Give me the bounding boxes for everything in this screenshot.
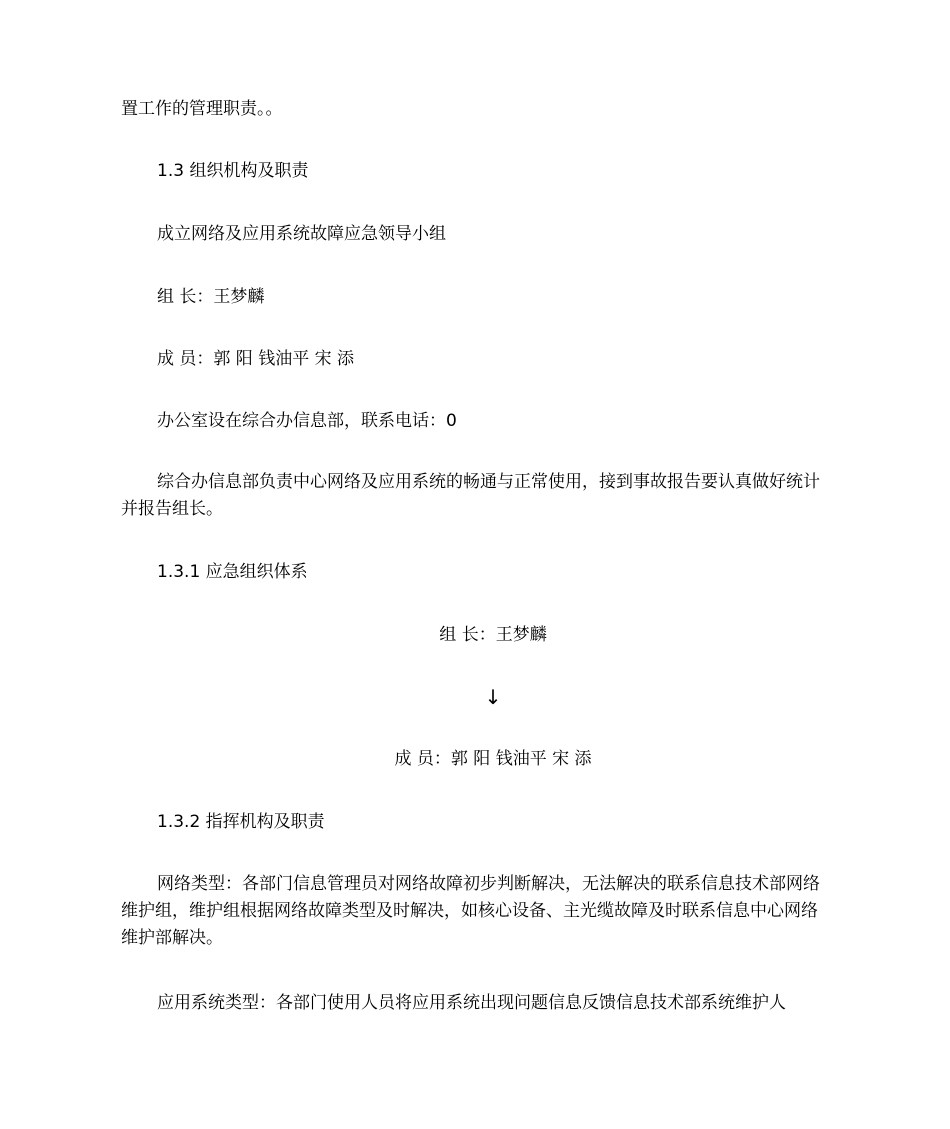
- paragraph-info-dept-duty: 综合办信息部负责中心网络及应用系统的畅通与正常使用，接到事故报告要认真做好统计并报告组长。: [121, 472, 820, 519]
- org-chart-arrow-down-icon: ↓: [484, 685, 502, 709]
- org-chart-members: 成 员：郭 阳 钱油平 宋 添: [394, 749, 592, 769]
- section-heading-1-3-2: 1.3.2 指挥机构及职责: [157, 812, 325, 832]
- paragraph-network-type: 网络类型：各部门信息管理员对网络故障初步判断解决，无法解决的联系信息技术部网络维护组，维护组根据网络故障类型及时解决，如核心设备、主光缆故障及时联系信息中心网络维护部解决。: [121, 874, 820, 948]
- org-chart-leader: 组 长：王梦麟: [439, 625, 547, 645]
- paragraph-group-established: 成立网络及应用系统故障应急领导小组: [157, 224, 446, 244]
- section-heading-1-3-1: 1.3.1 应急组织体系: [157, 562, 308, 582]
- paragraph-group-members: 成 员：郭 阳 钱油平 宋 添: [157, 349, 355, 369]
- paragraph-office-contact: 办公室设在综合办信息部，联系电话：0: [157, 411, 457, 431]
- paragraph-application-type: 应用系统类型：各部门使用人员将应用系统出现问题信息反馈信息技术部系统维护人: [157, 993, 786, 1013]
- paragraph-group-leader: 组 长：王梦麟: [157, 287, 265, 307]
- paragraph-continuation: 置工作的管理职责。。: [121, 99, 283, 119]
- section-heading-1-3: 1.3 组织机构及职责: [157, 161, 309, 181]
